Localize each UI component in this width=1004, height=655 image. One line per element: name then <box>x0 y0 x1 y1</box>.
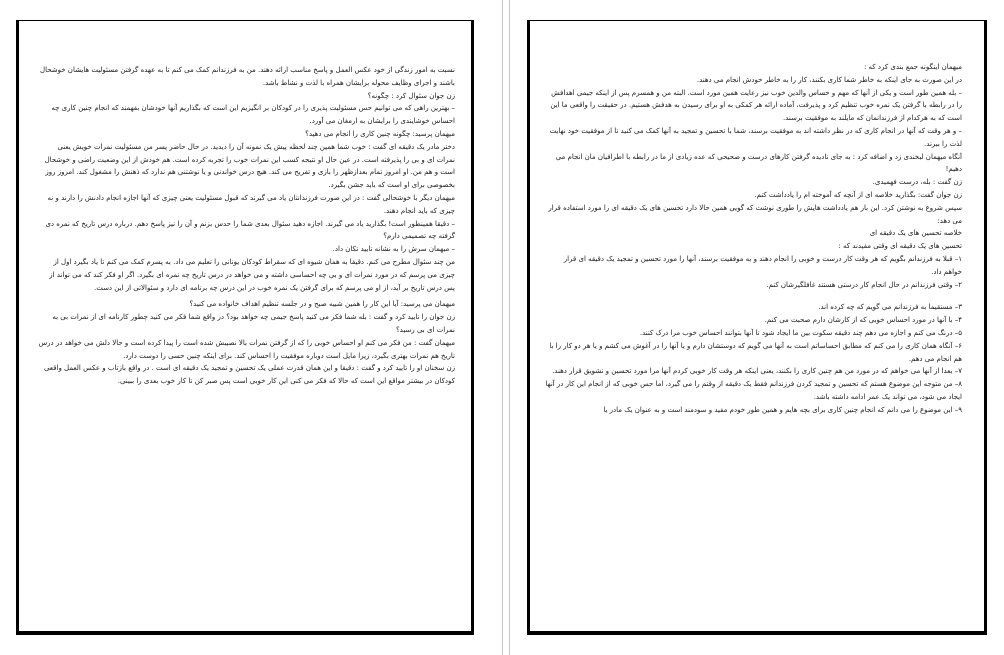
list-item: ۴– با آنها در مورد احساس خوبی که از کارشان دارم صحبت می کنم. <box>764 316 962 325</box>
paragraph: زن سخنان او را تایید کرد و گفت : دقیقا و این همان قدرت عملی یک تحسین و تمجید یک دقیقه ای است . در واقع بازتاب و عکس العمل واقعی کودکان در بیشتر مواقع این است که حالا که فکر می کنی این کار خوبی است پس صبر کن تا کار خوب بعدی را ببینی. <box>43 364 455 386</box>
paragraph: – میهمان سرش را به نشانه تایید تکان داد. <box>332 245 455 254</box>
paragraph: – و هر وقت که آنها در انجام کاری که در نظر داشته اند به موفقیت برسند، شما با تحسین و تمجید به آنها کمک می کنید تا از موفقیت خود نهایت لذت را ببرند. <box>549 126 962 148</box>
paragraph: زن جوان گفت: بگذارید خلاصه ای از آنچه که آموخته ام را یادداشت کنم. <box>754 190 962 199</box>
list-item: ۵– درنگ می کنم و اجازه می دهم چند دقیقه سکوت بین ما ایجاد شود تا آنها بتوانند احساس خوب مرا درک کنند. <box>639 328 962 337</box>
paragraph: سپس شروع به نوشتن کرد. این بار هم یادداشت هایش را طوری نوشت که گویی همین حالا دارد تحسین های یک دقیقه ای را مورد استفاده قرار می دهد: <box>548 203 962 225</box>
paragraph: – دقیقا همینطور است! بگذارید یاد می گیرند. اجازه دهید سئوال بعدی شما را حدس بزنم و آن را نیز پاسخ دهم. درباره درس تاریخ که نمره دی گرفته چه تصمیمی دارم؟ <box>45 219 455 241</box>
paragraph: نسبت به امور زندگی از خود عکس العمل و پاسخ مناسب ارائه دهند. من به فرزندانم کمک می کنم تا به عهده گرفتن مسئولیت هایشان خوشحال باشند و اجرای وظایف محوله برایشان همراه با لذت و نشاط باشد. <box>40 66 455 87</box>
document-page-right <box>527 20 987 635</box>
paragraph: زن گفت : بله، درست فهمیدی. <box>872 178 962 187</box>
page-gap-divider-left <box>502 0 503 655</box>
paragraph: زن جوان را تایید کرد و گفت : بله شما فکر می کنید پاسخ جیمی چه خواهد بود؟ در واقع شما فکر می کنید چطور کارنامه ای از نمرات بی به نمرات ای بی رسید؟ <box>52 313 455 334</box>
paragraph: میهمان گفت : من فکر می کنم او احساس خوبی را که از گرفتن نمرات بالا نصیبش شده است را پیدا کرده است و حالا دلش می خواهد در درس تاریخ هم نمرات بهتری بگیرد، زیرا مایل است دوباره موفقیت را احساس کند. برای اینکه چنین حسی را دوست دارد. <box>38 338 455 360</box>
list-item: ۲– وقتی فرزندانم در حال انجام کار درستی هستند غافلگیرشان کنم. <box>766 280 962 289</box>
page-text-block <box>37 64 455 609</box>
paragraph: میهمان دیگر با خوشحالی گفت : در این صورت فرزندانتان یاد می گیرند که قبول مسئولیت یعنی چیزی که آنها اجازه انجام دادنش را دارند و نه چیزی که باید انجام دهند. <box>47 193 455 215</box>
list-item: ۸– من متوجه این موضوع هستم که تحسین و تمجید کردن فرزندانم فقط یک دقیقه از وقتم را می گیرد، اما حس خوبی که از انجام این کار در آنها ایجاد می شود، می تواند یک عمر ادامه داشته باشد. <box>545 380 962 401</box>
list-item: ۳– مستقیما به فرزندانم می گویم که چه کرده اند. <box>818 303 962 312</box>
paragraph: میهمان اینگونه جمع بندی کرد که : <box>863 63 962 71</box>
page-gap-divider-right <box>509 0 510 655</box>
paragraph: زن جوان سئوال کرد : چگونه؟ <box>367 91 455 100</box>
list-item: ۹– این موضوع را می دانم که انجام چنین کاری برای بچه هایم و همین طور خودم مفید و سودمند است و به عنوان یک مادر یا <box>603 405 962 414</box>
paragraph: – بله همین طور است و یکی از آنها که مهم و حساس والدین خوب نیز رعایت همین مورد است. البته من و همسرم پس از اینکه جیمی اهدافش را در رابطه با گرفتن یک نمره خوب تنظیم کرد و پذیرفت، آماده ارائه هر کمکی به او برای رسیدن به هدفش هستیم. در حقیقت را واقعی ما این است که به هرکدام از فرزندانمان که مایلند به موفقیت برسند. <box>550 88 962 123</box>
paragraph: خلاصه تحسین های یک دقیقه ای <box>869 229 962 238</box>
document-page-left <box>16 20 474 635</box>
list-item: ۱– قبلا به فرزندانم بگویم که هر وقت کار درست و خوبی را انجام دهند و به موفقیت برسند، آنها را مورد تحسین و تمجید یک دقیقه ای قرار خواهم داد. <box>563 254 962 276</box>
paragraph: تحسین های یک دقیقه ای وقتی مفیدند که : <box>838 242 962 251</box>
page-text-block <box>544 61 962 617</box>
paragraph: – بهترین راهی که می توانیم حس مسئولیت پذیری را در کودکان بر انگیزیم این است که بگذاریم آنها خودشان بفهمند که انجام چنین کاری چه احساس خوشایندی را برایشان به ارمغان می آورد. <box>51 104 455 126</box>
paragraph: در این صورت به جای اینکه به خاطر شما کاری بکنند، کار را به خاطر خودش انجام می دهند. <box>696 75 962 84</box>
list-item: ۶– آنگاه همان کاری را می کنم که مطابق احساساتم است به آنها می گویم که دوستشان دارم و یا آنها را در آغوش می کشم و یا هر دو کار را با هم انجام می دهم. <box>549 341 962 363</box>
paragraph: میهمان پرسید: چگونه چنین کاری را انجام می دهید؟ <box>305 129 455 138</box>
paragraph: من چند سئوال مطرح می کنم. دقیقا به همان شیوه ای که سقراط کودکان یونانی را تعلیم می داد. به پسرم کمک می کنم تا یاد بگیرد اول از چیزی می پرسم که در مورد نمرات ای و بی چه احساسی داشته و می خواهد در درس تاریخ چه نمره ای بگیرد. اگر او فکر کند که می تواند از پس درس تاریخ بر آید، از او می پرسم که برای گرفتن یک نمره خوب در این درس چه برنامه ای دارد و سئوالاتی از این دست. <box>49 257 455 292</box>
paragraph: آنگاه میهمان لبخندی زد و اضافه کرد : به جای نادیده گرفتن کارهای درست و صحیحی که عده زیادی از ما در رابطه با اطرافیان مان انجام می دهیم! <box>555 152 962 174</box>
list-item: ۷– بعدا از آنها می خواهم که در مورد من هم چنین کاری را بکنند، یعنی اینکه هر وقت کار خوبی کردم آنها مرا مورد تحسین و تشویق قرار دهند. <box>552 367 962 376</box>
paragraph: دختر مادر یک دقیقه ای گفت : خوب شما همین چند لحظه پیش یک نمونه آن را دیدید. در حال حاضر پسر من مسئولیت نمرات خویش یعنی نمرات ای و بی را پذیرفته است. در عین حال او نتیجه کسب این نمرات خوب را تجربه کرده است. هم خودش از این وضعیت راضی و خوشحال است و هم من. او امروز تمام بعدازظهر را بازی و تفریح می کند. هیچ درس خواندنی و یا نوشتنی هم ندارد که ذهنش را مشغول کند. امروز روز بخصوصی برای او است که باید جشن بگیرد. <box>44 142 455 190</box>
paragraph: میهمان می پرسید: آیا این کار را همین شبیه صبح و در جلسه تنظیم اهداف خانواده می کنید؟ <box>189 300 455 309</box>
